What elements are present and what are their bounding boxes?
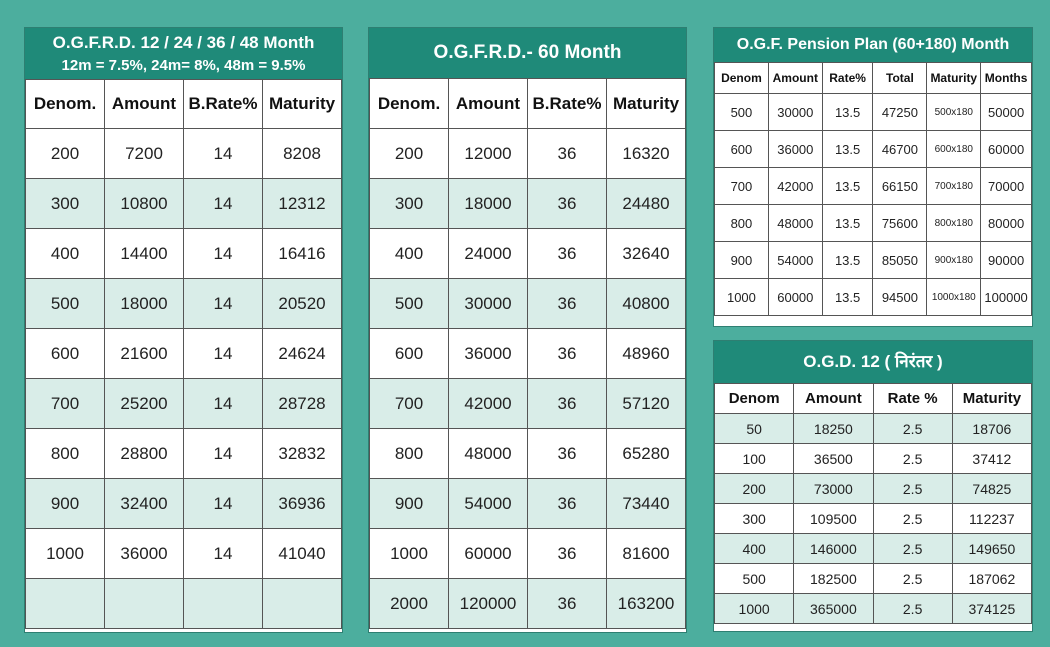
- table-cell: 24624: [263, 329, 342, 379]
- table-cell: 182500: [794, 564, 873, 594]
- table-cell: 700: [715, 168, 769, 205]
- table-cell: 109500: [794, 504, 873, 534]
- table-row: [715, 564, 1032, 594]
- table-row: [715, 94, 1032, 131]
- table-cell: 74825: [952, 474, 1031, 504]
- table-cell: 300: [715, 504, 794, 534]
- column-header: Denom.: [26, 80, 105, 129]
- table-cell: 500: [26, 279, 105, 329]
- column-header: Amount: [768, 63, 822, 94]
- pension-table: [714, 62, 1032, 316]
- table-cell: 60000: [981, 131, 1032, 168]
- table-cell: 365000: [794, 594, 873, 624]
- table-cell: 18250: [794, 414, 873, 444]
- table-row: [370, 379, 686, 429]
- table-cell: 149650: [952, 534, 1031, 564]
- table-row: [715, 131, 1032, 168]
- column-header: Maturity: [927, 63, 981, 94]
- table-header-row: [715, 384, 1032, 414]
- fd-12-48-subtitle: 12m = 7.5%, 24m= 8%, 48m = 9.5%: [61, 57, 306, 74]
- column-header: Denom: [715, 63, 769, 94]
- column-header: Maturity: [263, 80, 342, 129]
- table-cell: 14: [184, 329, 263, 379]
- table-cell: 36: [528, 179, 607, 229]
- table-cell: 13.5: [822, 279, 873, 316]
- table-row: [715, 444, 1032, 474]
- table-cell: 28728: [263, 379, 342, 429]
- fd-12-48-month-panel: [24, 27, 343, 633]
- ogd-12-table: [714, 383, 1032, 624]
- table-cell: 46700: [873, 131, 927, 168]
- table-cell: 30000: [768, 94, 822, 131]
- table-cell: 90000: [981, 242, 1032, 279]
- table-cell: 54000: [768, 242, 822, 279]
- table-row: [715, 534, 1032, 564]
- fd-12-48-header: [25, 28, 342, 79]
- table-cell: 400: [715, 534, 794, 564]
- table-row: [715, 474, 1032, 504]
- table-cell: 24480: [607, 179, 686, 229]
- table-cell: 800x180: [927, 205, 981, 242]
- table-cell: 2.5: [873, 594, 952, 624]
- table-cell: 600: [715, 131, 769, 168]
- column-header: Denom.: [370, 79, 449, 129]
- table-cell: 32832: [263, 429, 342, 479]
- table-cell: 14400: [105, 229, 184, 279]
- column-header: B.Rate%: [528, 79, 607, 129]
- table-cell: 36000: [449, 329, 528, 379]
- table-cell: 85050: [873, 242, 927, 279]
- table-cell: [105, 579, 184, 629]
- table-cell: 1000: [370, 529, 449, 579]
- table-row: [715, 504, 1032, 534]
- fd-60-month-panel: [368, 27, 687, 633]
- table-cell: 200: [370, 129, 449, 179]
- column-header: Maturity: [952, 384, 1031, 414]
- table-cell: 18000: [105, 279, 184, 329]
- table-cell: 50: [715, 414, 794, 444]
- table-cell: 187062: [952, 564, 1031, 594]
- table-cell: 18000: [449, 179, 528, 229]
- table-cell: 600x180: [927, 131, 981, 168]
- table-row: [370, 229, 686, 279]
- table-cell: 32400: [105, 479, 184, 529]
- pension-plan-panel: [713, 27, 1033, 327]
- ogd-12-title: O.G.D. 12 ( निरंतर ): [714, 341, 1032, 383]
- table-cell: 36: [528, 329, 607, 379]
- table-cell: 16416: [263, 229, 342, 279]
- table-cell: 28800: [105, 429, 184, 479]
- table-header-row: [26, 80, 342, 129]
- table-cell: 14: [184, 179, 263, 229]
- table-cell: 48000: [768, 205, 822, 242]
- table-cell: [26, 579, 105, 629]
- table-cell: 900: [370, 479, 449, 529]
- table-cell: 32640: [607, 229, 686, 279]
- table-row: [26, 579, 342, 629]
- table-cell: 48960: [607, 329, 686, 379]
- table-cell: 200: [26, 129, 105, 179]
- table-cell: 2.5: [873, 444, 952, 474]
- table-cell: 42000: [768, 168, 822, 205]
- column-header: Denom: [715, 384, 794, 414]
- table-cell: 36: [528, 229, 607, 279]
- column-header: Total: [873, 63, 927, 94]
- table-cell: 20520: [263, 279, 342, 329]
- table-cell: 900x180: [927, 242, 981, 279]
- table-cell: 16320: [607, 129, 686, 179]
- table-cell: 66150: [873, 168, 927, 205]
- fd-60-title: O.G.F.R.D.- 60 Month: [369, 28, 686, 78]
- table-cell: 2.5: [873, 504, 952, 534]
- table-cell: 800: [26, 429, 105, 479]
- table-header-row: [370, 79, 686, 129]
- table-cell: 14: [184, 379, 263, 429]
- table-cell: 14: [184, 479, 263, 529]
- table-row: [370, 329, 686, 379]
- column-header: Amount: [449, 79, 528, 129]
- table-cell: 374125: [952, 594, 1031, 624]
- table-cell: 14: [184, 529, 263, 579]
- column-header: Months: [981, 63, 1032, 94]
- table-cell: 800: [715, 205, 769, 242]
- table-cell: [263, 579, 342, 629]
- table-row: [370, 429, 686, 479]
- table-row: [370, 579, 686, 629]
- table-cell: 30000: [449, 279, 528, 329]
- table-cell: 36500: [794, 444, 873, 474]
- table-row: [26, 529, 342, 579]
- table-cell: 300: [26, 179, 105, 229]
- ogd-12-panel: [713, 340, 1033, 632]
- table-cell: 57120: [607, 379, 686, 429]
- table-cell: 120000: [449, 579, 528, 629]
- table-cell: 2.5: [873, 474, 952, 504]
- table-cell: 8208: [263, 129, 342, 179]
- table-row: [370, 529, 686, 579]
- table-row: [370, 479, 686, 529]
- column-header: Amount: [105, 80, 184, 129]
- table-cell: 900: [715, 242, 769, 279]
- pension-title: O.G.F. Pension Plan (60+180) Month: [714, 28, 1032, 62]
- table-cell: 13.5: [822, 94, 873, 131]
- table-cell: 400: [370, 229, 449, 279]
- table-header-row: [715, 63, 1032, 94]
- table-cell: 400: [26, 229, 105, 279]
- column-header: Rate%: [822, 63, 873, 94]
- table-row: [715, 168, 1032, 205]
- table-cell: 300: [370, 179, 449, 229]
- table-cell: 25200: [105, 379, 184, 429]
- table-cell: 800: [370, 429, 449, 479]
- table-cell: 73000: [794, 474, 873, 504]
- table-cell: 13.5: [822, 131, 873, 168]
- table-cell: 100000: [981, 279, 1032, 316]
- table-cell: 37412: [952, 444, 1031, 474]
- table-row: [26, 379, 342, 429]
- table-cell: 200: [715, 474, 794, 504]
- table-cell: 112237: [952, 504, 1031, 534]
- table-cell: 18706: [952, 414, 1031, 444]
- table-cell: 163200: [607, 579, 686, 629]
- table-row: [26, 329, 342, 379]
- table-cell: 14: [184, 429, 263, 479]
- table-cell: 1000: [715, 279, 769, 316]
- table-row: [715, 279, 1032, 316]
- table-row: [26, 229, 342, 279]
- table-cell: 2000: [370, 579, 449, 629]
- fd-60-table: [369, 78, 686, 629]
- column-header: B.Rate%: [184, 80, 263, 129]
- table-cell: 42000: [449, 379, 528, 429]
- table-cell: 600: [370, 329, 449, 379]
- table-cell: 54000: [449, 479, 528, 529]
- fd-12-48-title: O.G.F.R.D. 12 / 24 / 36 / 48 Month: [52, 33, 315, 52]
- table-row: [715, 594, 1032, 624]
- table-cell: 13.5: [822, 242, 873, 279]
- table-cell: 700: [26, 379, 105, 429]
- table-cell: 70000: [981, 168, 1032, 205]
- table-cell: 10800: [105, 179, 184, 229]
- table-cell: 12000: [449, 129, 528, 179]
- table-cell: 24000: [449, 229, 528, 279]
- table-cell: 2.5: [873, 414, 952, 444]
- column-header: Amount: [794, 384, 873, 414]
- table-cell: 94500: [873, 279, 927, 316]
- table-cell: 21600: [105, 329, 184, 379]
- table-cell: 36000: [768, 131, 822, 168]
- table-row: [370, 279, 686, 329]
- table-row: [26, 429, 342, 479]
- table-row: [370, 129, 686, 179]
- table-cell: 600: [26, 329, 105, 379]
- table-cell: 1000: [26, 529, 105, 579]
- table-cell: 12312: [263, 179, 342, 229]
- table-cell: 1000x180: [927, 279, 981, 316]
- table-row: [26, 279, 342, 329]
- table-cell: 1000: [715, 594, 794, 624]
- table-cell: 500: [370, 279, 449, 329]
- table-row: [370, 179, 686, 229]
- table-cell: 700x180: [927, 168, 981, 205]
- table-cell: 36000: [105, 529, 184, 579]
- table-cell: 36: [528, 379, 607, 429]
- table-cell: 100: [715, 444, 794, 474]
- table-cell: 700: [370, 379, 449, 429]
- table-cell: 900: [26, 479, 105, 529]
- table-cell: 36: [528, 479, 607, 529]
- table-row: [26, 129, 342, 179]
- table-cell: 60000: [768, 279, 822, 316]
- table-cell: 47250: [873, 94, 927, 131]
- table-cell: 36: [528, 129, 607, 179]
- table-cell: 50000: [981, 94, 1032, 131]
- table-cell: 14: [184, 129, 263, 179]
- table-row: [715, 414, 1032, 444]
- table-cell: 60000: [449, 529, 528, 579]
- table-cell: 2.5: [873, 534, 952, 564]
- table-cell: 13.5: [822, 168, 873, 205]
- table-cell: 48000: [449, 429, 528, 479]
- table-row: [26, 479, 342, 529]
- table-cell: 36936: [263, 479, 342, 529]
- table-row: [26, 179, 342, 229]
- table-cell: 500: [715, 564, 794, 594]
- table-cell: 14: [184, 279, 263, 329]
- table-cell: 2.5: [873, 564, 952, 594]
- table-row: [715, 242, 1032, 279]
- column-header: Maturity: [607, 79, 686, 129]
- table-cell: 40800: [607, 279, 686, 329]
- table-cell: 73440: [607, 479, 686, 529]
- table-cell: 500: [715, 94, 769, 131]
- table-cell: 75600: [873, 205, 927, 242]
- table-cell: 36: [528, 279, 607, 329]
- table-cell: 36: [528, 529, 607, 579]
- table-cell: 146000: [794, 534, 873, 564]
- column-header: Rate %: [873, 384, 952, 414]
- table-cell: 36: [528, 429, 607, 479]
- table-cell: 81600: [607, 529, 686, 579]
- table-cell: [184, 579, 263, 629]
- table-row: [715, 205, 1032, 242]
- table-cell: 7200: [105, 129, 184, 179]
- table-cell: 14: [184, 229, 263, 279]
- table-cell: 80000: [981, 205, 1032, 242]
- table-cell: 500x180: [927, 94, 981, 131]
- table-cell: 65280: [607, 429, 686, 479]
- fd-12-48-table: [25, 79, 342, 629]
- table-cell: 41040: [263, 529, 342, 579]
- table-cell: 36: [528, 579, 607, 629]
- table-cell: 13.5: [822, 205, 873, 242]
